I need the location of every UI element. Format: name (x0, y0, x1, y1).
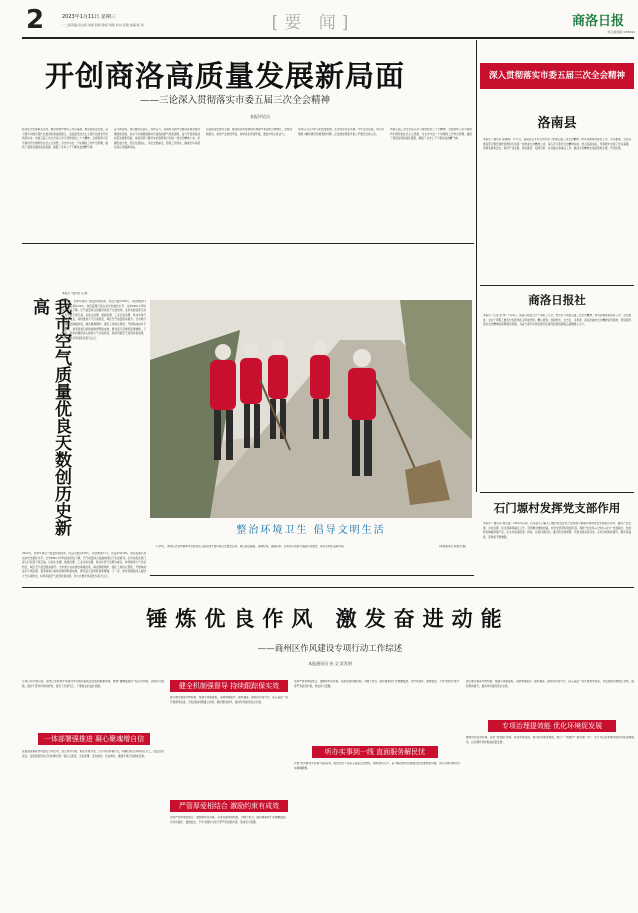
bottom-col-3-text: 坚持严管和厚爱结合、激励和约束并重，完善容错纠错机制，为敢于担当、踏实做事的干部撑腰鼓劲。对作风漂浮、推诿扯皮、不作为慢作为的干部严肃追责问责，形成有力震慑。 (294, 680, 460, 688)
bottom-col-1-intro: 专项行动开展以来，商州区坚持把作风建设作为推动高质量发展的重要保障，聚焦“庸懒散慢浮”等突出问题，采取有力措施，推动干部作风持续好转，营造了风清气正、干事创业的良好氛围。 (22, 680, 164, 688)
air-text: 2022年，我市环境空气质量持续改善，优良天数达339天，同比增加11天，优良率92.9%，创有监测记录以来历史最好水平。全市PM2.5平均浓度同比下降，空气质量综合指数持续位于全省前列。全市各级各部门深入打好蓝天保卫战，以扬尘治理、散煤治理、工业污染治理、机动车尾气治理为重点，持续推进大气污染防治，城区空气质量稳步提升。全市累计完成清洁取暖改造，淘汰燃煤锅炉，强化工地扬尘管控，开展柴油货车专项治理，夏季臭氧污染防控取得明显成效，群众蓝天获得感显著增强。下一步，我市将继续深入推进大气污染防治，持续巩固空气质量改善成果，努力让群众享受更多蓝天白云。 (62, 300, 146, 340)
style-banner-title: 锤炼优良作风 激发奋进动能 (146, 606, 510, 631)
page-number: 2 (26, 5, 45, 35)
county-rule (480, 285, 634, 286)
subhead-1: 一体部署强推进 凝心聚魂增自信 (38, 733, 150, 745)
banner-top-rule (22, 587, 634, 588)
lead-col-1: 经济社会发展事关全局，要坚持稳中求进工作总基调，推动高质量发展，奋力谱写中国式现代化建设的商洛新篇章，全面建设社会主义现代化国家开好局起好步。市委五届三次全会深入学习贯彻党的二十大精神，全面贯彻习近平新时代中国特色社会主义思想，对全市今后一个时期的工作作出部署，描绘了商洛发展的美好蓝图，提振了全市上下干事创业的精气神。 (22, 128, 108, 150)
photo-credit: (本报通讯员 郭建文 摄) (438, 545, 466, 548)
bottom-col-4b-text: 聚焦优化营商环境，深化“放管服”改革，简化审批流程，提升政务服务效能，推行“一网通办”“最多跑一次”，全力为企业和群众提供优质高效服务，以过硬作风护航高质量发展。 (466, 736, 634, 744)
header-rule (22, 37, 634, 39)
subhead-5: 专项治理提效能 优化环境促发展 (488, 720, 616, 732)
lead-col-3: 以高质量发展为主题，推动经济实现质的有效提升和量的合理增长，坚持创新驱动，加快产业转型升级，持续优化营商环境，激发市场主体活力。 (206, 128, 292, 136)
county-title: 洛南县 (537, 116, 577, 131)
air-byline: 本报讯（通讯员 汪 航） (62, 292, 90, 295)
lead-byline: 本报评论员 (250, 114, 270, 119)
subhead-4: 听办实事到一线 直面服务解民忧 (312, 746, 438, 758)
lead-col-4: 坚持以人民为中心的发展思想，扎实办好民生实事，守牢安全底线，用心用情用力解决群众急难愁盼问题，让发展成果更多更公平惠及全体人民。 (298, 128, 384, 136)
photo-slogan: 整治环境卫生 倡导文明生活 (236, 525, 386, 536)
meeting-banner-text: 深入贯彻落实市委五届三次全会精神 (488, 71, 625, 81)
air-title: 我市空气质量优良天数创历史新高 (29, 298, 71, 536)
lead-title: 开创商洛高质量发展新局面 (44, 59, 405, 93)
lead-bottom-rule (22, 243, 474, 244)
bottom-col-4-text: 建立健全督查考核机制，组建专项督查组，采取明察暗访、随机抽查、跟踪回访等方式，深入基层一线开展督导检查，对发现的问题建立台账，限时整改销号，推动作风建设常态长效。 (466, 680, 634, 688)
photo-caption (156, 545, 466, 567)
editor-line: 一二版责编:袁文莉 刘颖 版版:徐斌 刘颖 校对:张敏 美编:杨 雪 (62, 23, 144, 27)
bottom-col-1-text: 区委高度重视作风建设专项行动，成立领导小组，制定实施方案，召开动员部署会议，明确目标任务和责任分工，层层压实责任。各级党组织书记切实履行第一责任人职责，亲自部署、亲自推动、亲自督办，确保专项行动落地见效。 (22, 750, 164, 758)
county-text: 本报讯（通讯员 庞晓刚）1月7日，洛南县召开会议传达学习市委五届三次全会精神，研究部署贯彻落实工作。会议要求，全县各级各部门要迅速把思想和行动统一到市委全会精神上来，深入学习领会全会精神实质，结合洛南实际，坚持稳中求进工作总基调，统筹发展和安全，抓好产业发展、项目建设、招商引资、乡村振兴等重点工作，推动全会精神在洛南落地生根、开花结果。 (483, 138, 631, 151)
subhead-3: 严管厚爱相结合 激励约束有成效 (170, 800, 288, 812)
photo-caption-text: 1月6日，商州区北宽坪镇青年志愿者在公路沿线开展环境卫生整治活动。他们清扫路面、清理垃圾、拔除杂草，以实际行动助力美丽乡村建设，倡导文明生活新风尚。 (156, 545, 347, 548)
photo-caption-rule (150, 575, 474, 576)
paper-section-title: 商洛日报社 (528, 293, 586, 307)
date-line: 2023年1月11日 星期三 (62, 14, 116, 20)
party-title: 石门塬村发挥党支部作用 (493, 501, 621, 515)
bottom-col-3b-text: 开展“我为群众办实事”实践活动，组织党员干部深入基层走访群众，倾听群众心声，着力解决群众反映强烈的急难愁盼问题，用心用情为群众办实事解难题。 (294, 762, 460, 770)
party-text: 本报讯（通讯员 韩立强）2022年以来，丹凤县石门镇石门塬村党支部充分发挥战斗堡垒作用和党员先锋模范作用，围绕产业发展、乡村治理、民生保障等重点工作，带领群众增收致富。村党支部坚持党建引领，探索“党支部+合作社+农户”发展模式，发展特色种植养殖产业，壮大村集体经济。同时，完善村规民约，推行积分制管理，开展文明家庭评选，乡风文明持续提升，群众幸福感、获得感不断增强。 (483, 522, 631, 539)
lead-col-2: 奋斗新征程，我们要坚定信心、保持定力，以新担当新作为推动各项决策部署落地见效，以实干实绩展现新时代商洛的新气象新面貌，奋力开创商洛高质量发展新局面。各级各部门要切实把思想和行动统一到全会精神上来，把握发展大势，坚定发展信心，突出发展重点，狠抓工作落实，确保全年各项目标任务圆满完成。 (114, 128, 200, 150)
paper-logo: 商洛日报 (571, 14, 624, 29)
meeting-banner (480, 63, 634, 89)
bottom-col-2-text: 建立健全督查考核机制，组建专项督查组，采取明察暗访、随机抽查、跟踪回访等方式，深入基层一线开展督导检查，对发现的问题建立台账，限时整改销号，推动作风建设常态长效。 (170, 696, 288, 704)
lead-col-5: 市委五届三次全会深入学习贯彻党的二十大精神，全面贯彻习近平新时代中国特色社会主义思想，对全市今后一个时期的工作作出部署，描绘了商洛发展的美好蓝图，提振了全市上下干事创业的精气神。 (390, 128, 472, 141)
subhead-2: 健全机制强督导 持续跟踪保实效 (170, 680, 288, 692)
section-label: [要 闻] (271, 13, 355, 33)
air-vertical-title (28, 298, 71, 548)
style-banner-byline: 本报通讯员 孙 文 雷发明 (308, 661, 352, 666)
volunteer-photo (150, 300, 472, 518)
style-banner-subtitle: ——商州区作风建设专项行动工作综述 (257, 644, 403, 654)
lead-subtitle: ——三论深入贯彻落实市委五届三次全会精神 (139, 95, 330, 106)
email-line: 综合新闻版:238092 (607, 30, 635, 34)
paper-section-text: 本报讯（记者 金 博）1月9日，商洛日报社召开干部职工大会，传达学习市委五届三次全会精神，研究部署贯彻落实工作。会议要求，全社干部职工要充分发挥党报主阵地作用，精心策划，创新形式，全方位、多角度、深层次做好全会精神宣传报道，营造贯彻落实全会精神的浓厚舆论氛围，为奋力谱写中国式现代化建设的商洛新篇章凝聚强大合力。 (483, 314, 631, 327)
photo-illustration (150, 300, 472, 518)
right-col-divider (476, 40, 477, 492)
bottom-col-2b-text: 坚持严管和厚爱结合、激励和约束并重，完善容错纠错机制，为敢于担当、踏实做事的干部撑腰鼓劲。对作风漂浮、推诿扯皮、不作为慢作为的干部严肃追责问责，形成有力震慑。 (170, 816, 288, 824)
air-text-bottom: 2022年，我市环境空气质量持续改善，优良天数达339天，同比增加11天，优良率92.9%，创有监测记录以来历史最好水平。全市PM2.5平均浓度同比下降，空气质量综合指数持续位于全省前列。全市各级各部门深入打好蓝天保卫战，以扬尘治理、散煤治理、工业污染治理、机动车尾气治理为重点，持续推进大气污染防治，城区空气质量稳步提升。全市累计完成清洁取暖改造，淘汰燃煤锅炉，强化工地扬尘管控，开展柴油货车专项治理，夏季臭氧污染防控取得明显成效，群众蓝天获得感显著增强。下一步，我市将继续深入推进大气污染防治，持续巩固空气质量改善成果，努力让群众享受更多蓝天白云。 (22, 552, 146, 578)
party-top-rule (480, 492, 634, 493)
